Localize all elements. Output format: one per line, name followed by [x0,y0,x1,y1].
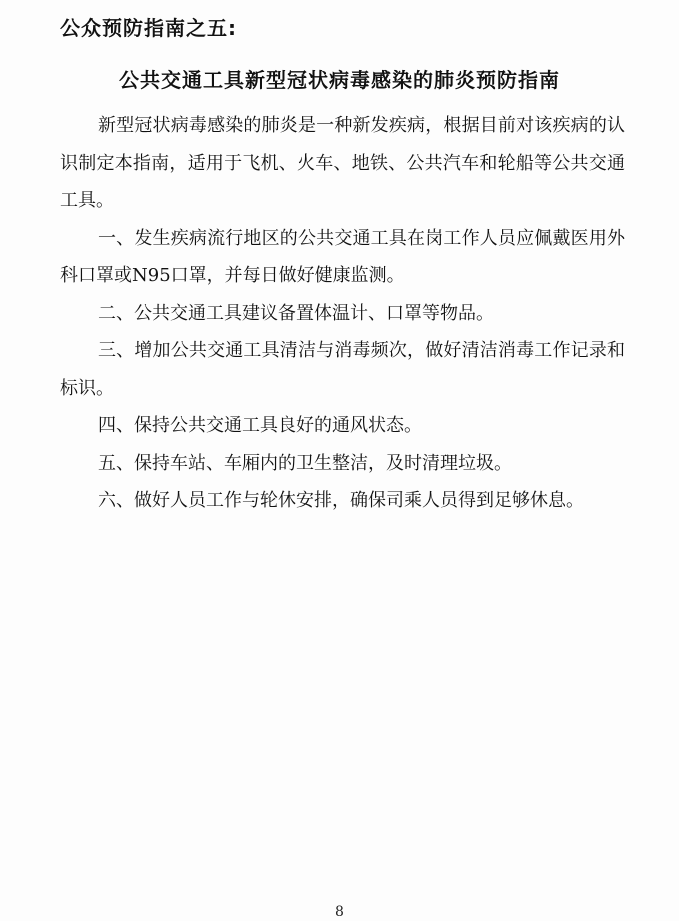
page-number: 8 [335,904,344,920]
guideline-item-4: 四、保持公共交通工具良好的通风状态。 [98,415,422,436]
guideline-item-2: 二、公共交通工具建议备置体温计、口罩等物品。 [98,302,494,324]
intro-paragraph: 新型冠状病毒感染的肺炎是一种新发疾病，根据目前对该疾病的认识制定本指南，适用于飞机、火车、地铁、公共汽车和轮船等公共交通工具。 [60,115,625,211]
guideline-item-6: 六、做好人员工作与轮休安排，确保司乘人员得到足够休息。 [98,490,584,511]
series-label: 公众预防指南之五: [60,16,237,40]
document-title: 公共交通工具新型冠状病毒感染的肺炎预防指南 [119,68,560,92]
guideline-item-1: 一、发生疾病流行地区的公共交通工具在岗工作人员应佩戴医用外科口罩或N95口罩，并每日做好健康监测。 [60,227,625,286]
guideline-item-3: 三、增加公共交通工具清洁与消毒频次，做好清洁消毒工作记录和标识。 [60,340,625,399]
guideline-item-5: 五、保持车站、车厢内的卫生整洁，及时清理垃圾。 [98,452,512,474]
document-body [60,107,625,520]
